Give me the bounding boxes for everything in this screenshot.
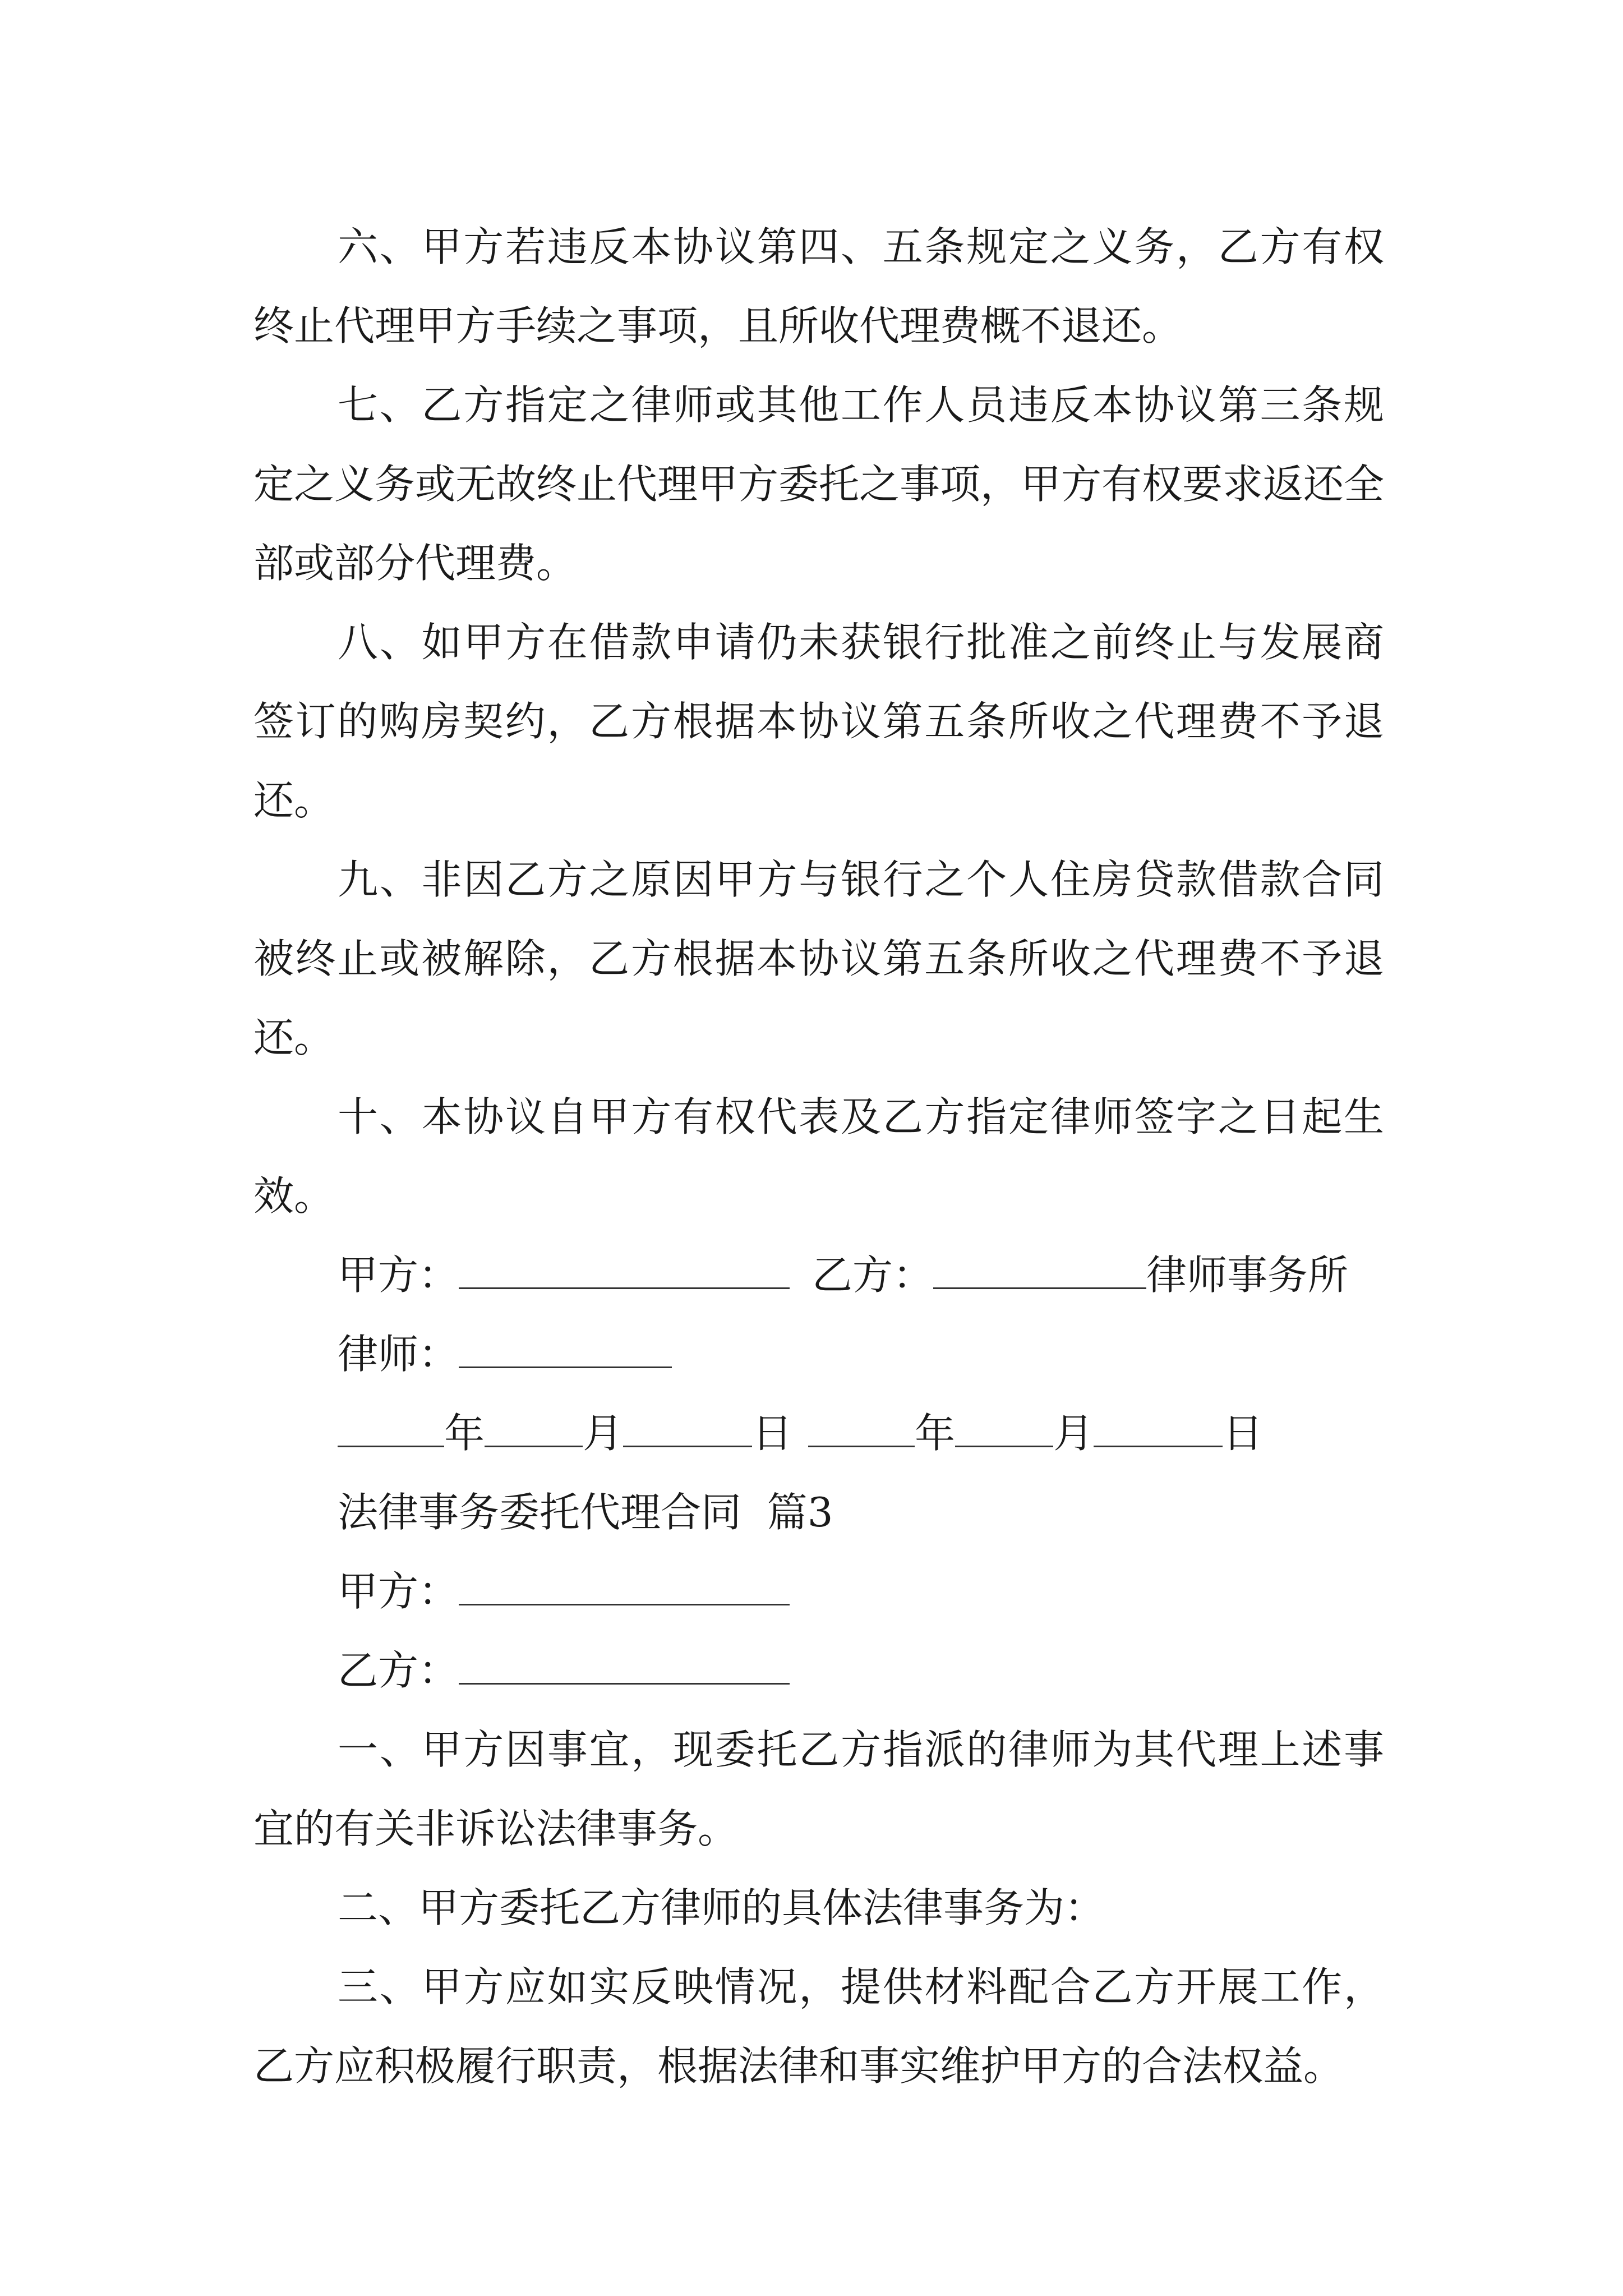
party-b-label: 乙方： xyxy=(812,1251,934,1299)
contract-party-a-label: 甲方： xyxy=(338,1568,459,1615)
paragraph-clause-1: 一、甲方因事宜，现委托乙方指派的律师为其代理上述事宜的有关非诉讼法律事务。 xyxy=(253,1726,1384,1852)
date-b-year-blank xyxy=(808,1411,915,1447)
contract-party-b-label: 乙方： xyxy=(338,1647,459,1694)
date-b-year-label: 年 xyxy=(915,1410,956,1457)
contract-party-b-blank xyxy=(459,1648,790,1685)
lawyer-blank xyxy=(459,1332,672,1368)
date-b-day-blank xyxy=(1094,1411,1223,1447)
party-b-blank xyxy=(933,1253,1146,1289)
contract-party-b-line xyxy=(253,1631,1384,1710)
paragraph-clause-2: 二、甲方委托乙方律师的具体法律事务为： xyxy=(338,1884,1105,1931)
firm-suffix: 律师事务所 xyxy=(1146,1251,1349,1299)
date-a-day-blank xyxy=(623,1411,752,1447)
signature-date-line xyxy=(253,1394,1384,1473)
date-a-year-label: 年 xyxy=(444,1410,485,1457)
signature-lawyer-line xyxy=(253,1315,1384,1394)
paragraph-clause-6: 六、甲方若违反本协议第四、五条规定之义务，乙方有权终止代理甲方手续之事项，且所收代理费概不退还。 xyxy=(253,223,1384,349)
paragraph-clause-8: 八、如甲方在借款申请仍未获银行批准之前终止与发展商签订的购房契约，乙方根据本协议第五条所收之代理费不予退还。 xyxy=(253,619,1384,824)
signature-parties-line xyxy=(253,1236,1384,1315)
date-b-month-blank xyxy=(955,1411,1053,1447)
paragraph-clause-7: 七、乙方指定之律师或其他工作人员违反本协议第三条规定之义务或无故终止代理甲方委托之事项，甲方有权要求返还全部或部分代理费。 xyxy=(253,381,1385,587)
document-page xyxy=(253,208,1384,2106)
date-a-month-blank xyxy=(485,1411,583,1447)
date-a-year-blank xyxy=(338,1411,444,1447)
party-a-label: 甲方： xyxy=(338,1251,459,1299)
paragraph-clause-10: 十、本协议自甲方有权代表及乙方指定律师签字之日起生效。 xyxy=(253,1093,1384,1220)
date-a-day-label: 日 xyxy=(752,1410,793,1457)
lawyer-label: 律师： xyxy=(338,1331,459,1378)
paragraph-clause-9: 九、非因乙方之原因甲方与银行之个人住房贷款借款合同被终止或被解除，乙方根据本协议第五条所收之代理费不予退还。 xyxy=(253,856,1384,1061)
date-a-month-label: 月 xyxy=(583,1410,624,1457)
party-a-blank xyxy=(459,1253,790,1289)
date-b-month-label: 月 xyxy=(1053,1410,1094,1457)
contract-party-a-blank xyxy=(459,1569,790,1605)
section-title: 法律事务委托代理合同 篇3 xyxy=(338,1489,833,1536)
contract-party-a-line xyxy=(253,1552,1384,1631)
paragraph-clause-3: 三、甲方应如实反映情况，提供材料配合乙方开展工作，乙方应积极履行职责，根据法律和事实维护甲方的合法权益。 xyxy=(253,1963,1384,2090)
date-b-day-label: 日 xyxy=(1223,1410,1264,1457)
